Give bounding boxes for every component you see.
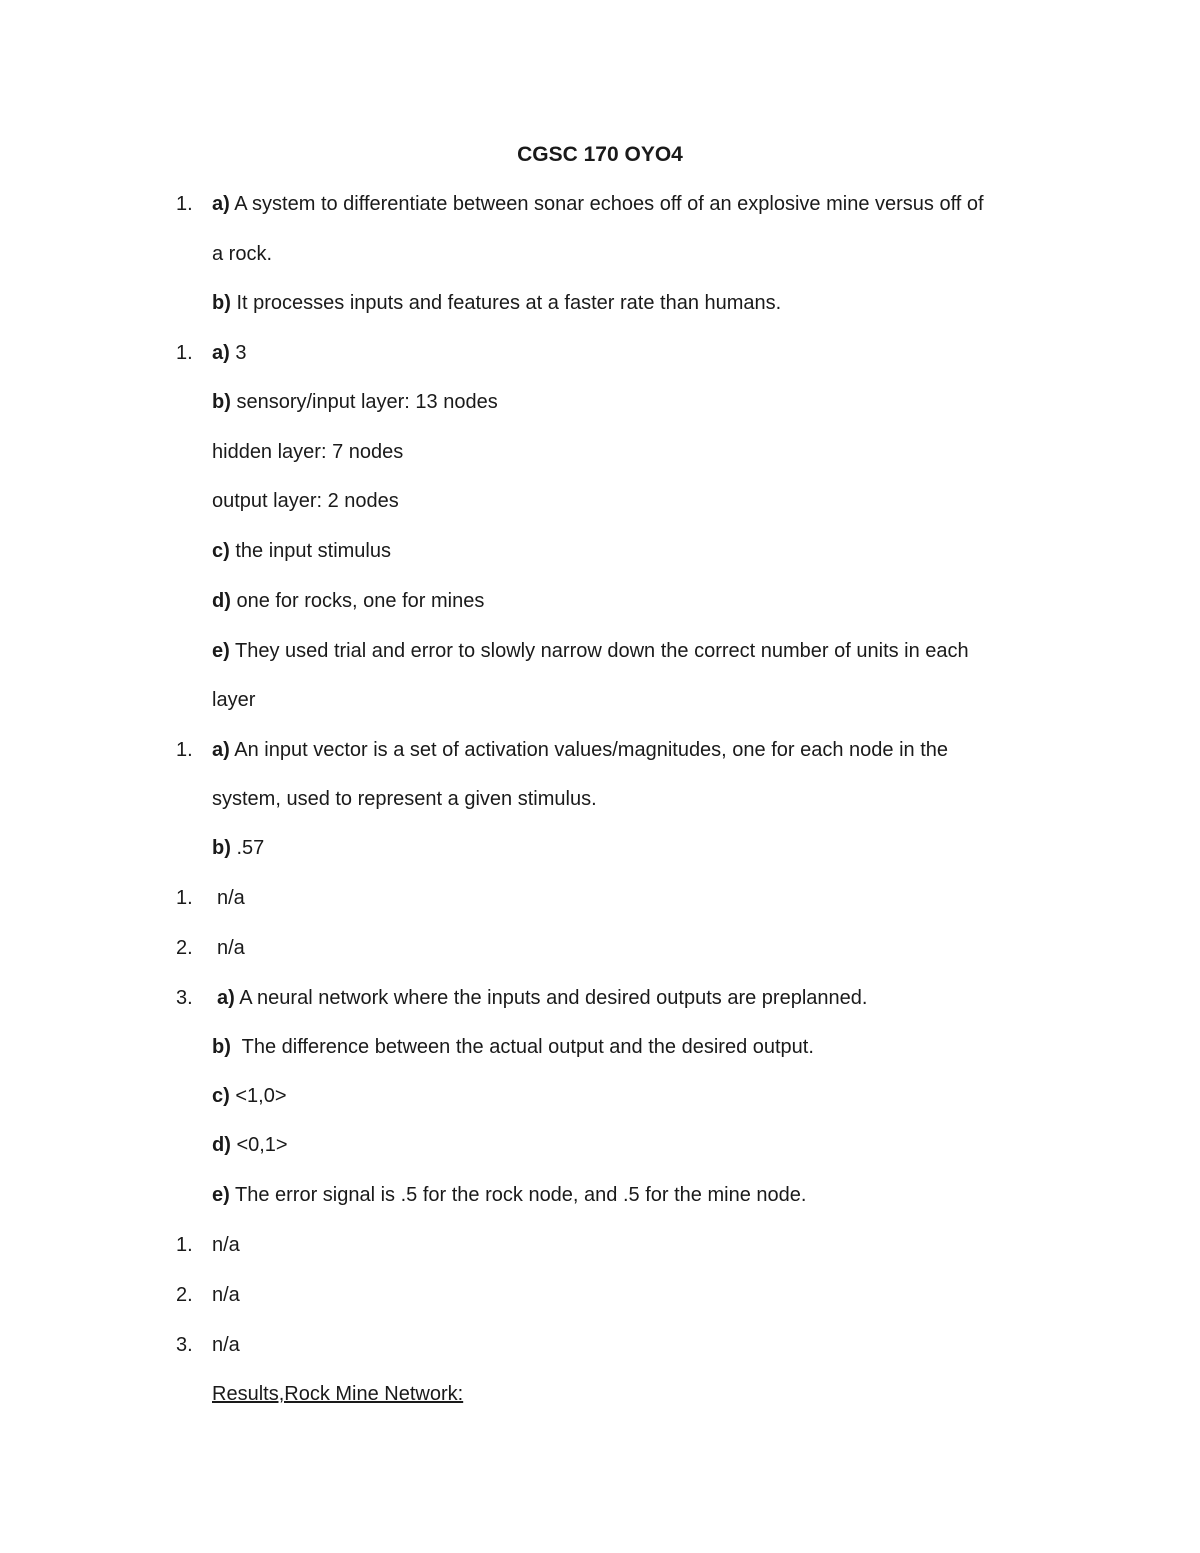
answer-text: one for rocks, one for mines xyxy=(230,590,485,612)
answer-text: sensory/input layer: 13 nodes xyxy=(230,391,498,413)
list-item xyxy=(212,1083,287,1109)
answer-text-continued: a rock. xyxy=(212,243,273,265)
list-item: n/a xyxy=(212,1234,240,1256)
list-number: 1. xyxy=(176,342,193,364)
list-item xyxy=(212,835,264,861)
answer-text: A neural network where the inputs and desired outputs are preplanned. xyxy=(234,987,868,1009)
results-heading: Results,Rock Mine Network: xyxy=(212,1383,464,1405)
list-item: n/a xyxy=(212,1284,240,1306)
answer-label: e) xyxy=(212,640,230,662)
list-number: 3. xyxy=(176,1334,193,1356)
answer-label: b) xyxy=(212,1036,231,1058)
answer-label: b) xyxy=(212,292,231,314)
answer-text: A system to differentiate between sonar echoes off of an explosive mine versus off of xyxy=(229,193,984,215)
answer-text: An input vector is a set of activation values/magnitudes, one for each node in the xyxy=(229,739,949,761)
list-number: 1. xyxy=(176,887,193,909)
list-item: n/a xyxy=(217,887,245,909)
list-number: 1. xyxy=(176,1234,193,1256)
answer-label: a) xyxy=(217,987,235,1009)
answer-label: b) xyxy=(212,837,231,859)
answer-label: d) xyxy=(212,590,231,612)
list-item xyxy=(212,737,948,763)
list-item xyxy=(212,1034,814,1060)
answer-text-continued: hidden layer: 7 nodes xyxy=(212,441,404,463)
list-number: 2. xyxy=(176,1284,193,1306)
answer-label: c) xyxy=(212,540,230,562)
answer-label: a) xyxy=(212,342,230,364)
list-item xyxy=(212,638,969,664)
list-item xyxy=(212,340,246,366)
list-number: 3. xyxy=(176,987,193,1009)
list-item xyxy=(212,588,484,614)
answer-text: 3 xyxy=(229,342,247,364)
answer-text: .57 xyxy=(230,837,265,859)
answer-text: The error signal is .5 for the rock node, and .5 for the mine node. xyxy=(229,1184,807,1206)
answer-text-continued: layer xyxy=(212,689,256,711)
answer-text: <1,0> xyxy=(229,1085,287,1107)
list-item: n/a xyxy=(212,1334,240,1356)
answer-text-continued: system, used to represent a given stimulus. xyxy=(212,788,597,810)
list-item xyxy=(212,1132,288,1158)
answer-text: It processes inputs and features at a faster rate than humans. xyxy=(230,292,782,314)
answer-label: d) xyxy=(212,1134,231,1156)
list-item xyxy=(217,985,867,1011)
list-item xyxy=(212,290,781,316)
answer-label: a) xyxy=(212,739,230,761)
answer-text: They used trial and error to slowly narrow down the correct number of units in each xyxy=(229,640,969,662)
answer-text: <0,1> xyxy=(230,1134,288,1156)
answer-text-continued: output layer: 2 nodes xyxy=(212,490,399,512)
list-item: n/a xyxy=(217,937,245,959)
answer-text: the input stimulus xyxy=(229,540,391,562)
answer-text: The difference between the actual output and the desired output. xyxy=(230,1036,814,1058)
list-number: 1. xyxy=(176,739,193,761)
answer-label: e) xyxy=(212,1184,230,1206)
document-title: CGSC 170 OYO4 xyxy=(517,143,683,166)
list-item xyxy=(212,1182,806,1208)
list-item xyxy=(212,538,391,564)
answer-label: b) xyxy=(212,391,231,413)
list-number: 2. xyxy=(176,937,193,959)
answer-label: c) xyxy=(212,1085,230,1107)
answer-label: a) xyxy=(212,193,230,215)
list-item xyxy=(212,191,984,217)
list-item xyxy=(212,389,498,415)
list-number: 1. xyxy=(176,193,193,215)
